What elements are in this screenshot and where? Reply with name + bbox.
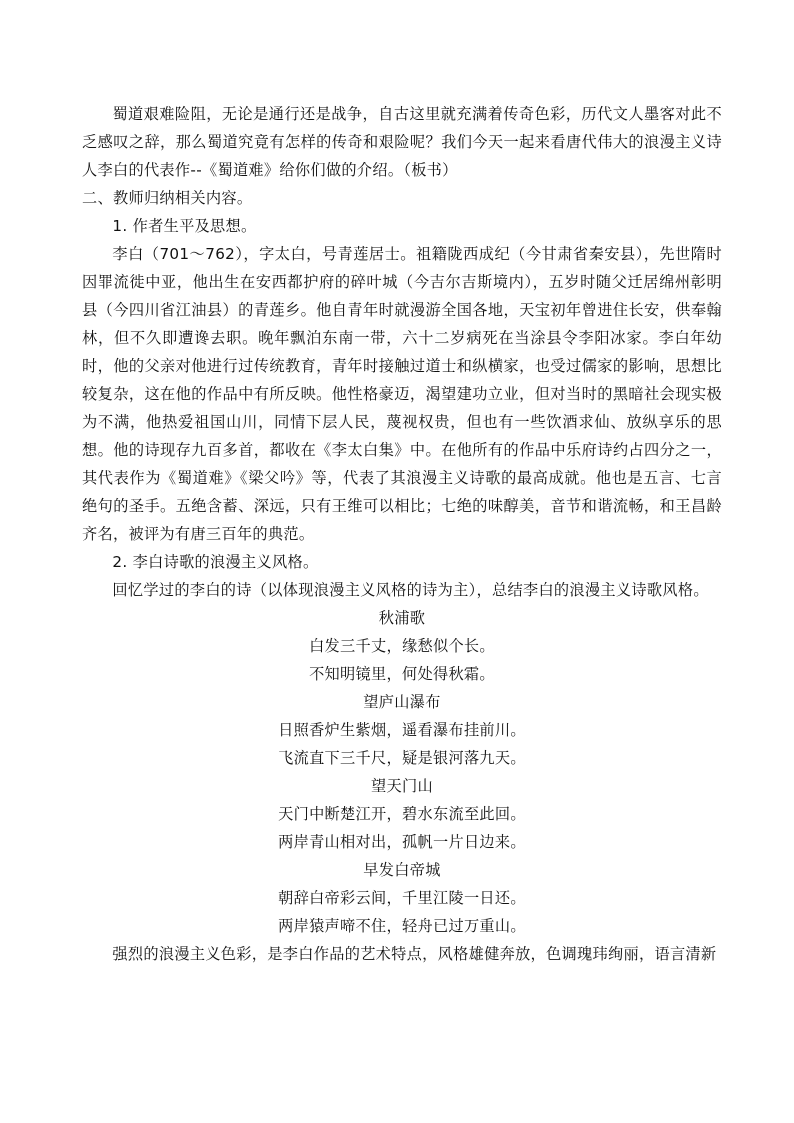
poem [82,856,722,940]
poem-line: 两岸青山相对出，孤帆一片日边来。 [278,833,526,851]
biography-paragraph: 李白（701～762），字太白，号青莲居士。祖籍陇西成纪（今甘肃省秦安县），先世隋时因罪流徙中亚，他出生在安西都护府的碎叶城（今吉尔吉斯境内），五岁时随父迁居绵州彰明县（今四川省江油县）的青莲乡。他自青年时就漫游全国各地，天宝初年曾进住长安，供奉翰林，但不久即遭谗去职。晚年飘泊东南一带，六十二岁病死在当涂县令李阳冰家。李白年幼时，他的父亲对他进行过传统教育，青年时接触过道士和纵横家，也受过儒家的影响，思想比较复杂，这在他的作品中有所反映。他性格豪迈，渴望建功立业，但对当时的黑暗社会现实极为不满，他热爱祖国山川，同情下层人民，蔑视权贵，但也有一些饮酒求仙、放纵享乐的思想。他的诗现存九百多首，都收在《李太白集》中。在他所有的作品中乐府诗约占四分之一，其代表作为《蜀道难》《梁父吟》等，代表了其浪漫主义诗歌的最高成就。他也是五言、七言绝句的圣手。五绝含蓄、深远，只有王维可以相比；七绝的味醇美，音节和谐流畅，和王昌龄齐名，被评为有唐三百年的典范。 [82,245,722,543]
poem-line: 白发三千丈，缘愁似个长。 [309,637,495,655]
poem [82,772,722,856]
poem-title: 望庐山瀑布 [363,693,441,711]
document-body [82,100,722,968]
poem-title: 早发白帝城 [363,861,441,879]
point-two-heading: 2. 李白诗歌的浪漫主义风格。 [112,553,319,571]
section-two-heading: 二、教师归纳相关内容。 [82,189,253,207]
point-one-heading: 1. 作者生平及思想。 [112,217,257,235]
closing-paragraph: 强烈的浪漫主义色彩，是李白作品的艺术特点，风格雄健奔放，色调瑰玮绚丽，语言清新 [112,945,717,963]
poem-line: 天门中断楚江开，碧水东流至此回。 [278,805,526,823]
poem-title: 秋浦歌 [378,609,426,627]
poem [82,688,722,772]
intro-paragraph: 蜀道艰难险阻，无论是通行还是战争，自古这里就充满着传奇色彩，历代文人墨客对此不乏感叹之辞，那么蜀道究竟有怎样的传奇和艰险呢？我们今天一起来看唐代伟大的浪漫主义诗人李白的代表作--《蜀道难》给你们做的介绍。（板书） [82,105,722,179]
poem-line: 朝辞白帝彩云间，千里江陵一日还。 [278,889,526,907]
poem-line: 日照香炉生紫烟，遥看瀑布挂前川。 [278,721,526,739]
poem-title: 望天门山 [371,777,433,795]
poem [82,604,722,688]
poem-line: 两岸猿声啼不住，轻舟已过万重山。 [278,917,526,935]
poem-line: 飞流直下三千尺，疑是银河落九天。 [278,749,526,767]
poem-line: 不知明镜里，何处得秋霜。 [309,665,495,683]
recall-paragraph: 回忆学过的李白的诗（以体现浪漫主义风格的诗为主），总结李白的浪漫主义诗歌风格。 [112,581,709,599]
